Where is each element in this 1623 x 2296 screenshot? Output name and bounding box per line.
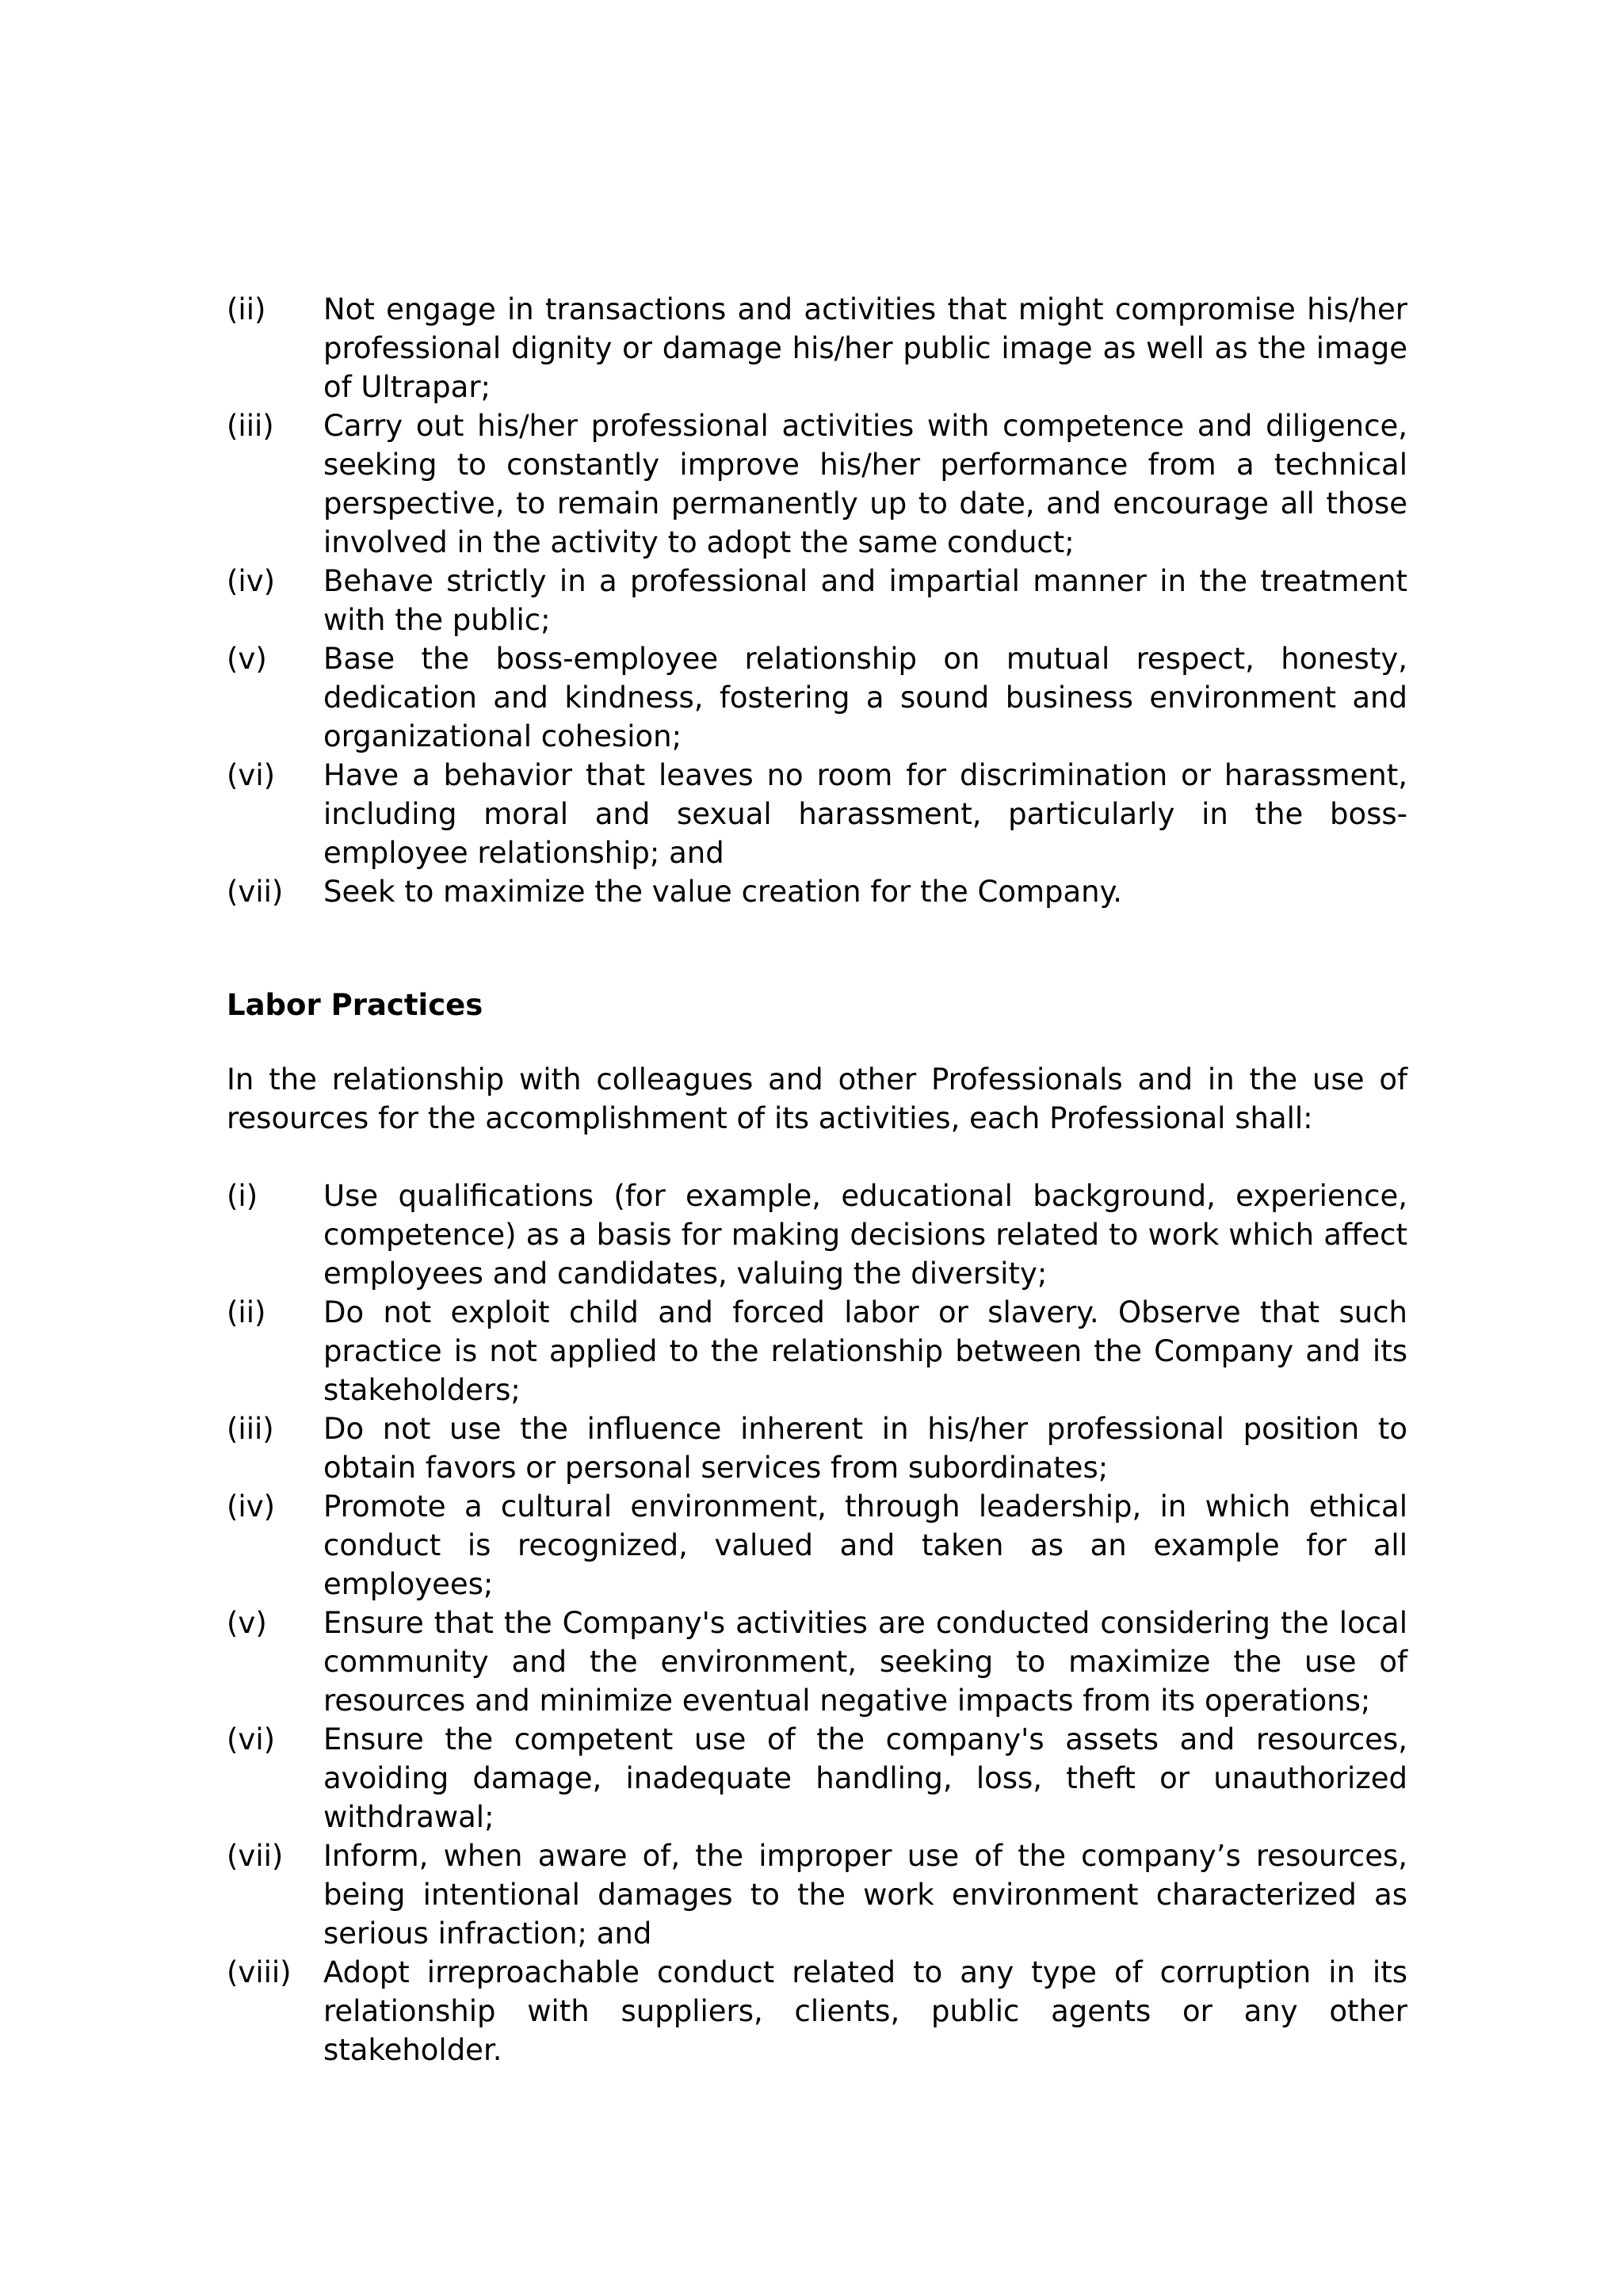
list-item <box>227 562 1407 639</box>
list-item <box>227 290 1407 406</box>
list-item <box>227 1487 1407 1604</box>
list-item <box>227 1720 1407 1836</box>
list-item <box>227 406 1407 562</box>
list-item <box>227 639 1407 756</box>
list-item <box>227 1177 1407 1293</box>
list-item <box>227 1604 1407 1720</box>
labor-practices-list <box>227 1177 1407 2069</box>
item-text: Behave strictly in a professional and impartial manner in the treatment with the public; <box>323 564 1407 637</box>
item-number: (viii) <box>227 1955 292 1989</box>
list-item <box>227 1953 1407 2069</box>
item-text: Not engage in transactions and activities that might compromise his/her professional dignity or damage his/her public image as well as the image of Ultrapar; <box>323 292 1407 404</box>
conduct-list <box>227 290 1407 911</box>
item-text: Ensure the competent use of the company's assets and resources, avoiding damage, inadequate handling, loss, theft or unauthorized withdrawal; <box>323 1722 1407 1834</box>
list-item <box>227 1836 1407 1953</box>
item-text: Use qualifications (for example, educational background, experience, competence) as a basis for making decisions related to work which affect employees and candidates, valuing the diversity; <box>323 1179 1407 1291</box>
item-text: Promote a cultural environment, through leadership, in which ethical conduct is recognized, valued and taken as an example for all employees; <box>323 1489 1407 1601</box>
item-number: (i) <box>227 1179 258 1213</box>
item-number: (vii) <box>227 875 284 909</box>
item-text: Do not use the influence inherent in his/her professional position to obtain favors or personal services from subordinates; <box>323 1412 1407 1485</box>
list-item <box>227 1409 1407 1487</box>
item-text: Do not exploit child and forced labor or slavery. Observe that such practice is not applied to the relationship between the Company and its stakeholders; <box>323 1295 1407 1407</box>
item-text: Inform, when aware of, the improper use of the company’s resources, being intentional damages to the work environment characterized as serious infraction; and <box>323 1839 1407 1951</box>
item-number: (iii) <box>227 409 274 443</box>
list-item <box>227 1293 1407 1409</box>
section-heading: Labor Practices <box>227 988 483 1022</box>
list-item <box>227 872 1407 911</box>
item-text: Base the boss-employee relationship on mutual respect, honesty, dedication and kindness, fostering a sound business environment and organizational cohesion; <box>323 642 1407 753</box>
item-text: Seek to maximize the value creation for the Company. <box>323 875 1123 909</box>
item-text: Have a behavior that leaves no room for discrimination or harassment, including moral and sexual harassment, particularly in the boss-employee relationship; and <box>323 758 1407 870</box>
item-text: Carry out his/her professional activities with competence and diligence, seeking to constantly improve his/her performance from a technical perspective, to remain permanently up to date, and encourage all those involved in the activity to adopt the same conduct; <box>323 409 1407 559</box>
item-number: (vi) <box>227 1722 276 1756</box>
item-number: (vi) <box>227 758 276 792</box>
item-number: (iii) <box>227 1412 274 1446</box>
item-text: Adopt irreproachable conduct related to any type of corruption in its relationship with suppliers, clients, public agents or any other stakeholder. <box>323 1955 1407 2067</box>
item-number: (vii) <box>227 1839 284 1873</box>
item-text: Ensure that the Company's activities are conducted considering the local community and the environment, seeking to maximize the use of resources and minimize eventual negative impacts from its operations; <box>323 1606 1407 1718</box>
item-number: (v) <box>227 1606 267 1640</box>
document-page <box>227 290 1407 2069</box>
item-number: (iv) <box>227 564 276 598</box>
item-number: (ii) <box>227 1295 266 1329</box>
item-number: (v) <box>227 642 267 676</box>
section-intro: In the relationship with colleagues and other Professionals and in the use of resources for the accomplishment of its activities, each Professional shall: <box>227 1062 1407 1135</box>
list-item <box>227 756 1407 872</box>
item-number: (ii) <box>227 292 266 326</box>
item-number: (iv) <box>227 1489 276 1524</box>
